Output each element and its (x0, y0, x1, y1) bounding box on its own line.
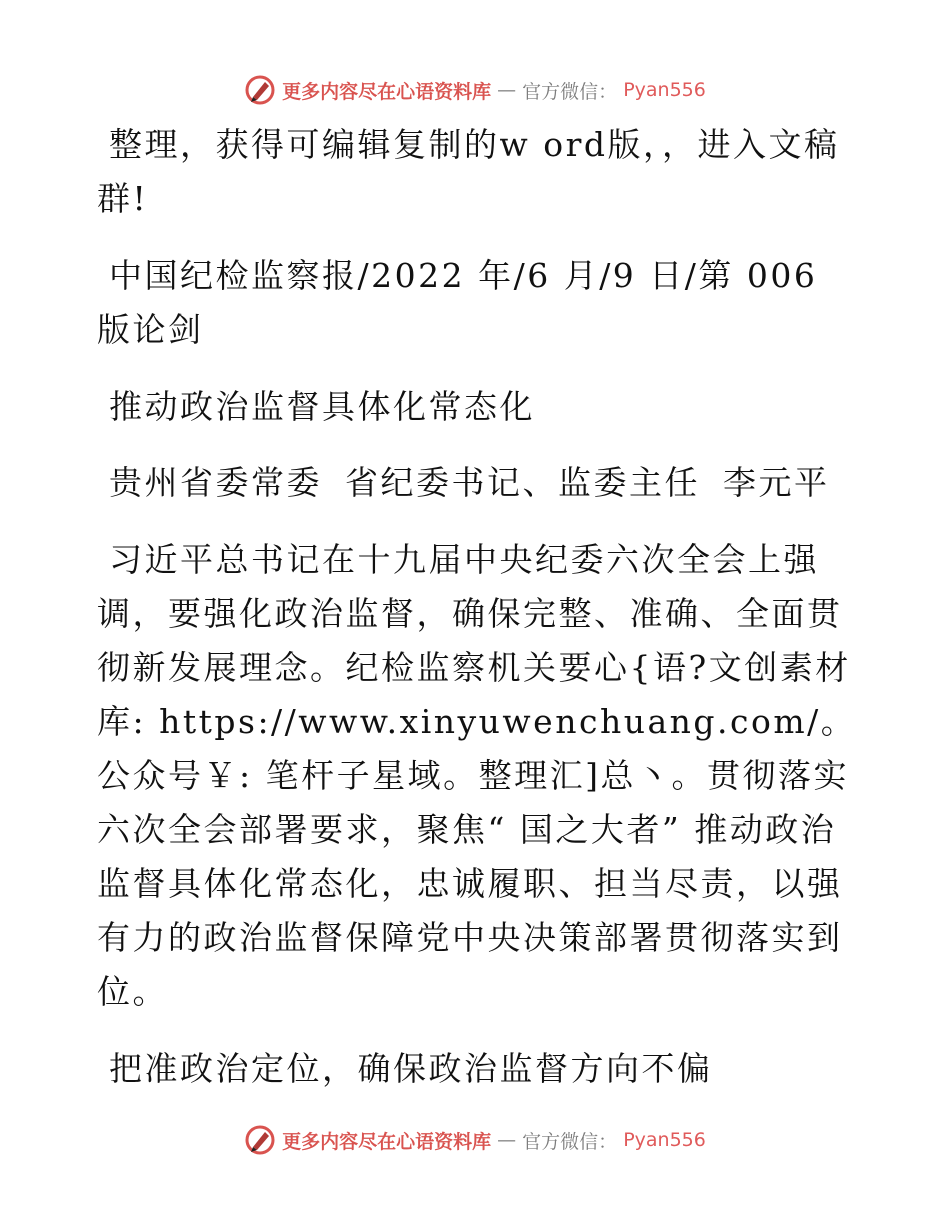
document-body (97, 118, 857, 1118)
watermark-account: Pyan556 (623, 1129, 706, 1151)
watermark-dash: — (497, 1129, 517, 1151)
body-paragraph: 习近平总书记在十九届中央纪委六次全会上强调，要强化政治监督，确保完整、准确、全面贯彻新发展理念。纪检监察机关要心{语?文创素材库: https://www.xinyuwenchuang.com/。公众号￥: 笔杆子星域。整理汇]总丶。贯彻落实六次全会部署要求，聚焦“ 国之大者” 推动政治监督具体化常态化，忠诚履职、担当尽责，以强有力的政治监督保障党中央决策部署贯彻落实到位。 (97, 540, 857, 1011)
watermark-main-text: 更多内容尽在心语资料库 (282, 1130, 492, 1153)
header-watermark (0, 73, 950, 107)
watermark-dash: — (497, 79, 517, 101)
watermark-label: 官方微信： (522, 1130, 618, 1153)
watermark-account: Pyan556 (623, 79, 706, 101)
footer-watermark (0, 1123, 950, 1157)
watermark-label: 官方微信： (522, 80, 618, 103)
pen-logo-icon (244, 1124, 276, 1156)
article-title: 推动政治监督具体化常态化 (109, 387, 535, 426)
watermark-main-text: 更多内容尽在心语资料库 (282, 80, 492, 103)
author-byline: 贵州省委常委 省纪委书记、监委主任 李元平 (109, 463, 830, 502)
section-subheading: 把准政治定位，确保政治监督方向不偏 (109, 1049, 713, 1088)
intro-paragraph: 整理，获得可编辑复制的w ord版，，进入文稿群! (97, 125, 840, 218)
source-line: 中国纪检监察报/2022 年/6 月/9 日/第 006 版论剑 (97, 256, 818, 349)
pen-logo-icon (244, 74, 276, 106)
